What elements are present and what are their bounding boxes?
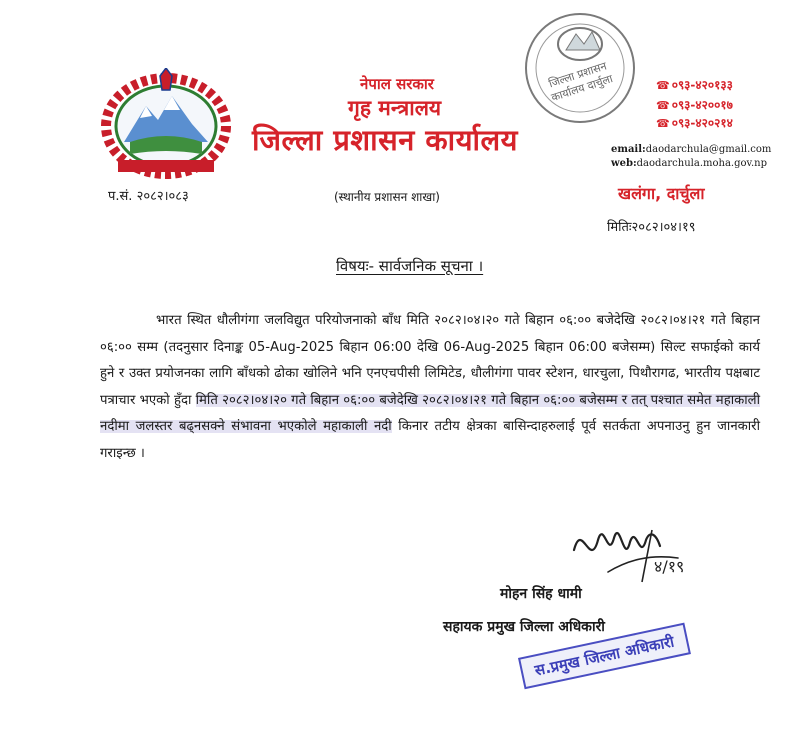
letter-date: मितिः२०८२।०४।१९	[607, 220, 696, 235]
web-link[interactable]: daodarchula.moha.gov.np	[636, 158, 767, 169]
office-name: जिल्ला प्रशासन कार्यालय	[252, 123, 519, 157]
official-stamp: स.प्रमुख जिल्ला अधिकारी	[518, 623, 691, 690]
country-name: नेपाल सरकार	[360, 75, 434, 93]
phone-2: ☎ ०९३-४२००१७	[656, 98, 733, 112]
phone-icon: ☎	[656, 79, 670, 92]
subject-line: विषयः- सार्वजनिक सूचना ।	[336, 257, 484, 275]
phone-icon: ☎	[656, 117, 670, 130]
email-line: email:daodarchula@gmail.com	[611, 144, 772, 155]
place-name: खलंगा, दार्चुला	[618, 184, 705, 203]
phone-icon: ☎	[656, 99, 670, 112]
body-highlight: मिति २०८२।०४।२० गते बिहान ०६:०० बजेदेखि २०८२।०४।२१ गते बिहान ०६:०० बजेसम्म र तत् पश्चात समेत महाकाली नदीमा जलस्तर बढ्नसक्ने संभावना भएकोले महाकाली नदी	[100, 392, 761, 434]
body-part-1: भारत स्थित धौलीगंगा जलविद्युत परियोजनाको बाँध मिति २०८२।०४।२० गते बिहान ०६:०० बजेदेखि २०८२।०४।२१ गते बिहान ०६:०० सम्म (तदनुसार दिनाङ्क 05-Aug-2025 बिहान 06:00 देखि 06-Aug-2025 बिहान 06:00 बजेसम्म) सिल्ट सफाईको कार्य हुने र उक्त प्रयोजनका लागि बाँधको ढोका खोलिने भनि एनएचपीसी लिमिटेड, धौलीगंगा पावर स्टेशन, धारचुला, पिथौरागढ, भारतीय पक्षबाट पत्राचार भएको हुँदा	[100, 313, 760, 408]
ministry-name: गृह मन्त्रालय	[348, 96, 442, 120]
notice-body	[100, 308, 760, 467]
body-part-2: किनार तटीय क्षेत्रका बासिन्दाहरुलाई पूर्व सतर्कता अपनाउनु हुन जानकारी गराइन्छ ।	[100, 419, 760, 461]
reference-number: प.सं. २०८२।०८३	[108, 189, 189, 204]
branch-name: (स्थानीय प्रशासन शाखा)	[334, 190, 440, 204]
phone-1: ☎ ०९३-४२०१३३	[656, 78, 733, 92]
web-line: web:daodarchula.moha.gov.np	[611, 158, 767, 169]
signer-name: मोहन सिंह धामी	[500, 586, 582, 602]
signature-date: ४/१९	[654, 557, 685, 576]
signer-title: सहायक प्रमुख जिल्ला अधिकारी	[443, 619, 605, 635]
handwritten-signature	[568, 500, 688, 590]
office-seal	[520, 6, 640, 136]
phone-3: ☎ ०९३-४२०२१४	[656, 116, 733, 130]
seal-text: जिल्ला प्रशासन कार्यालय दार्चुला	[547, 59, 615, 105]
nepal-emblem-icon	[100, 68, 232, 180]
email-link[interactable]: daodarchula@gmail.com	[645, 144, 772, 155]
